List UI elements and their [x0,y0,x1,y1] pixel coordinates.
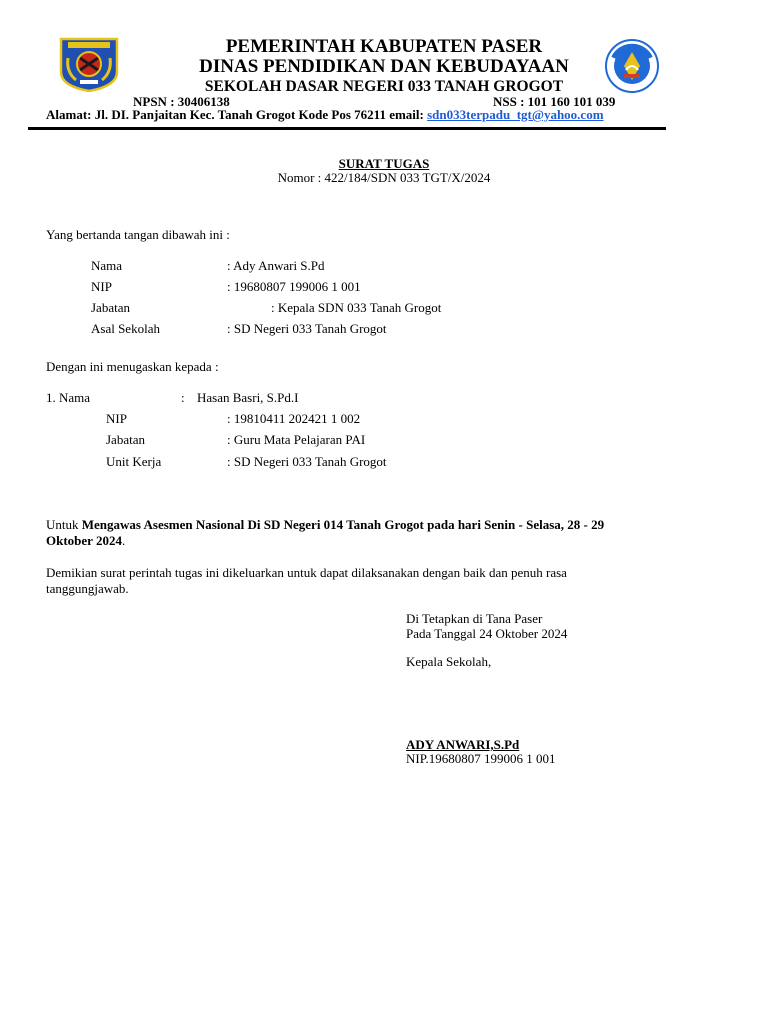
assign-intro: Dengan ini menugaskan kepada : [46,359,219,374]
signature-name: ADY ANWARI,S.Pd [406,737,520,752]
signature-role: Kepala Sekolah, [406,654,492,669]
signer-nip-label: NIP [91,279,112,294]
closing-line2: tanggungjawab. [46,581,129,596]
closing-line1: Demikian surat perintah tugas ini dikeluarkan untuk dapat dilaksanakan dengan baik dan penuh rasa [46,565,567,580]
intro-text: Yang bertanda tangan dibawah ini : [46,227,230,242]
assignee-nip-value: : 19810411 202421 1 002 [227,411,361,426]
signer-school-value: : SD Negeri 033 Tanah Grogot [227,321,387,336]
email-link[interactable]: sdn033terpadu_tgt@yahoo.com [427,107,604,122]
signer-nip-value: : 19680807 199006 1 001 [227,279,361,294]
assignee-name-colon: : [181,390,185,405]
signer-position-value: : Kepala SDN 033 Tanah Grogot [271,300,442,315]
assignee-name-label: 1. Nama [46,390,91,405]
header-rule [28,127,666,130]
npsn: NPSN : 30406138 [133,94,230,109]
signature-date: Pada Tanggal 24 Oktober 2024 [406,626,568,641]
assignee-nip-label: NIP [106,411,127,426]
assignee-unit-value: : SD Negeri 033 Tanah Grogot [227,454,387,469]
letter-number: Nomor : 422/184/SDN 033 TGT/X/2024 [277,170,491,185]
header-line1: PEMERINTAH KABUPATEN PASER [225,36,543,57]
signer-name-label: Nama [91,258,123,273]
header-line3: SEKOLAH DASAR NEGERI 033 TANAH GROGOT [204,78,564,95]
letter-title: SURAT TUGAS [338,156,430,171]
signature-nip: NIP.19680807 199006 1 001 [406,751,556,766]
purpose-bold-line2: Oktober 2024 [46,533,122,548]
purpose-suffix: . [121,533,126,548]
purpose-line2 [46,533,125,549]
nss: NSS : 101 160 101 039 [493,94,616,109]
assignee-position-label: Jabatan [106,432,145,447]
signer-name-value: : Ady Anwari S.Pd [227,258,325,273]
address [46,107,604,123]
signature-place: Di Tetapkan di Tana Paser [406,611,543,626]
signer-position-label: Jabatan [91,300,130,315]
address-text: Alamat: Jl. DI. Panjaitan Kec. Tanah Grogot Kode Pos 76211 email: [46,107,428,122]
signer-school-label: Asal Sekolah [91,321,160,336]
purpose-line1 [46,517,604,533]
assignee-position-value: : Guru Mata Pelajaran PAI [227,432,366,447]
purpose-prefix: Untuk [46,517,82,532]
purpose-bold-line1: Mengawas Asesmen Nasional Di SD Negeri 014 Tanah Grogot pada hari Senin - Selasa, 28 - 29 [81,517,605,532]
assignee-name-value: Hasan Basri, S.Pd.I [197,390,299,405]
header-line2: DINAS PENDIDIKAN DAN KEBUDAYAAN [199,56,569,77]
assignee-unit-label: Unit Kerja [106,454,162,469]
